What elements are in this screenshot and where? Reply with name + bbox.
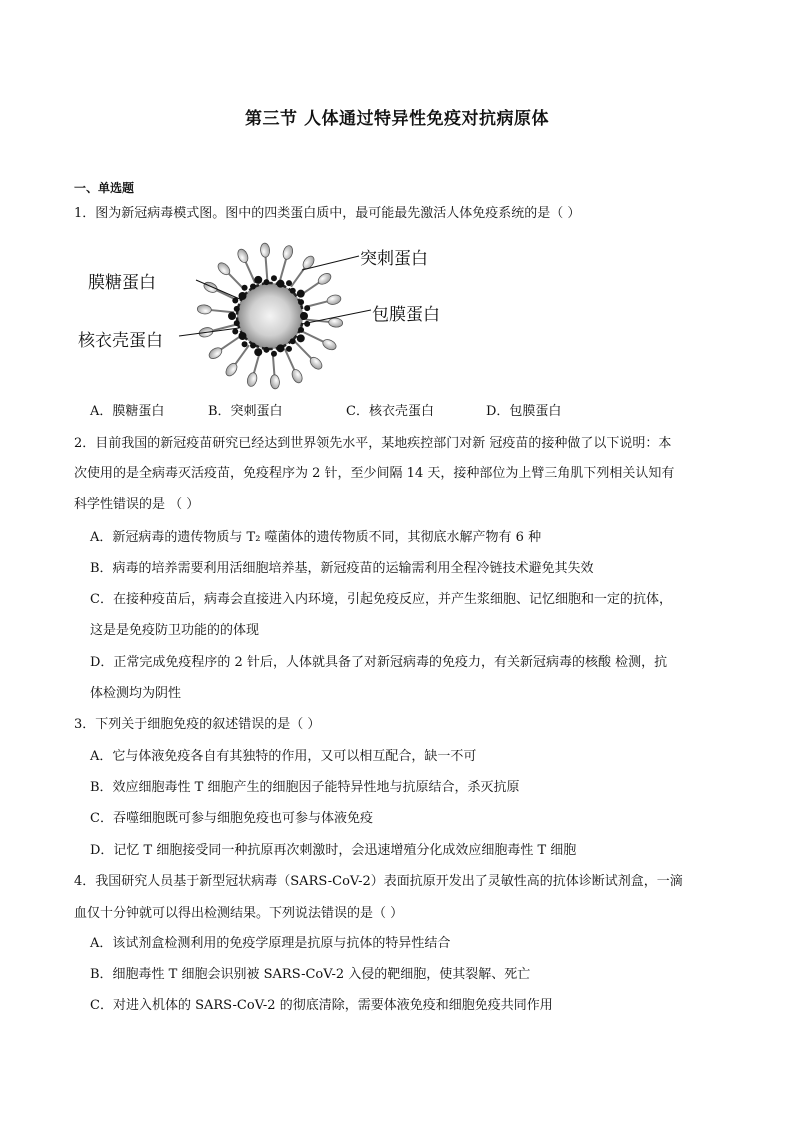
spike-stalk [219, 336, 240, 351]
question-2-option-b: B．病毒的培养需要利用活细胞培养基，新冠疫苗的运输需利用全程冷链技术避免其失效 [90, 561, 594, 576]
label-envelope-protein: 包膜蛋白 [372, 305, 440, 325]
surface-protein-dot [250, 342, 256, 348]
question-4-option-b: B．细胞毒性 T 细胞会识别被 SARS-CoV-2 入侵的靶细胞，使其裂解、死亡 [90, 967, 531, 982]
surface-protein-dot [234, 320, 240, 326]
spike-tip [197, 304, 212, 314]
spike-tip [290, 368, 304, 384]
spike-tip [316, 271, 333, 286]
question-3-option-b: B．效应细胞毒性 T 细胞产生的细胞因子能特异性地与抗原结合，杀灭抗原 [90, 780, 520, 795]
surface-protein-dot [298, 299, 304, 305]
spike-stalk [245, 259, 256, 283]
question-1-option-d: D．包膜蛋白 [486, 404, 562, 419]
question-2-option-c-line-2: 这是是免疫防卫功能的的体现 [90, 623, 260, 638]
surface-protein-dot [254, 348, 262, 356]
surface-protein-dot [254, 276, 262, 284]
surface-protein-dot [232, 328, 238, 334]
question-2-option-d-line-1: D．正常完成免疫程序的 2 针后，人体就具备了对新冠病毒的免疫力，有关新冠病毒的核酸 检测，抗 [90, 655, 668, 670]
spike-tip [326, 294, 342, 306]
surface-protein-dot [304, 305, 310, 311]
surface-protein-dot [238, 332, 246, 340]
question-1-option-c: C．核衣壳蛋白 [346, 404, 434, 419]
spike-stalk [208, 310, 234, 313]
spike-tip [328, 317, 343, 327]
surface-protein-dot [228, 312, 236, 320]
spike-tip [207, 346, 224, 361]
spike-tip [270, 375, 280, 390]
surface-protein-dot [298, 327, 304, 333]
spike-tip [202, 280, 219, 294]
surface-protein-dot [290, 338, 296, 344]
surface-protein-dot [242, 341, 248, 347]
question-3-option-a: A．它与体液免疫各自有其独特的作用，又可以相互配合，缺一不可 [90, 749, 477, 764]
surface-protein-dot [234, 306, 240, 312]
label-membrane-glycoprotein: 膜糖蛋白 [88, 273, 156, 293]
surface-protein-dot [297, 290, 305, 298]
question-2-stem-line-1: 2．目前我国的新冠疫苗研究已经达到世界领先水平，某地疾控部门对新 冠疫苗的接种做了以下说明：本 [74, 436, 672, 451]
spike-tip [246, 372, 258, 388]
spike-stalk [291, 266, 306, 287]
spike-stalk [280, 256, 287, 281]
question-1-option-a: A．膜糖蛋白 [90, 404, 165, 419]
surface-protein-dot [250, 284, 256, 290]
question-2-stem-line-2: 次使用的是全病毒灭活疫苗，免疫程序为 2 针，至少间隔 14 天，接种部位为上臂三角肌下列相关认知有 [74, 466, 675, 481]
surface-protein-dot [263, 347, 269, 353]
surface-protein-dot [286, 346, 292, 352]
question-4-stem-line-2: 血仅十分钟就可以得出检测结果。下列说法错误的是（ ） [74, 906, 404, 921]
spike-stalk [295, 342, 313, 361]
question-2-stem-line-3: 科学性错误的是 （ ） [74, 497, 200, 512]
surface-protein-dot [290, 288, 296, 294]
surface-protein-dot [277, 344, 285, 352]
surface-protein-dot [277, 280, 285, 288]
question-4-option-c: C．对进入机体的 SARS-CoV-2 的彻底清除，需要体液免疫和细胞免疫共同作用 [90, 998, 553, 1013]
surface-protein-dot [286, 280, 292, 286]
spike-stalk [234, 345, 249, 366]
spike-stalk [302, 332, 325, 343]
spike-tip [260, 243, 270, 258]
surface-protein-dot [304, 321, 310, 327]
question-4-option-a: A．该试剂盒检测利用的免疫学原理是抗原与抗体的特异性结合 [90, 936, 451, 951]
question-3-option-c: C．吞噬细胞既可参与细胞免疫也可参与体液免疫 [90, 811, 373, 826]
surface-protein-dot [271, 351, 277, 357]
spike-stalk [285, 349, 296, 373]
label-spike-protein: 突刺蛋白 [360, 249, 428, 269]
question-3-option-d: D．记忆 T 细胞接受同一种抗原再次刺激时，会迅速增殖分化成效应细胞毒性 T 细胞 [90, 843, 577, 858]
spike-tip [224, 361, 239, 378]
surface-protein-dot [263, 279, 269, 285]
question-2-option-a: A．新冠病毒的遗传物质与 T₂ 噬菌体的遗传物质不同，其彻底水解产物有 6 种 [90, 530, 542, 545]
spike-stalk [265, 254, 267, 280]
label-nucleocapsid-protein: 核衣壳蛋白 [78, 331, 163, 351]
spike-tip [321, 338, 338, 352]
surface-protein-dot [242, 285, 248, 291]
question-1-stem: 1．图为新冠病毒模式图。图中的四类蛋白质中，最可能最先激活人体免疫系统的是（ ） [74, 206, 581, 221]
question-2-option-c-line-1: C．在接种疫苗后，病毒会直接进入内环境，引起免疫反应，并产生浆细胞、记忆细胞和一定的抗体， [90, 592, 672, 607]
section-heading: 一、单选题 [74, 181, 135, 195]
surface-protein-dot [271, 275, 277, 281]
virus-diagram [74, 236, 464, 396]
question-1-option-b: B．突刺蛋白 [208, 404, 283, 419]
page-title: 第三节 人体通过特异性免疫对抗病原体 [245, 109, 549, 129]
spike-tip [282, 245, 294, 261]
surface-protein-dot [300, 312, 308, 320]
spike-tip [236, 248, 250, 264]
question-3-stem: 3．下列关于细胞免疫的叙述错误的是（ ） [74, 717, 321, 732]
question-2-option-d-line-2: 体检测均为阴性 [90, 686, 182, 701]
surface-protein-dot [297, 334, 305, 342]
question-4-stem-line-1: 4．我国研究人员基于新型冠状病毒（SARS-CoV-2）表面抗原开发出了灵敏性高的抗体诊断试剂盒，一滴 [74, 874, 683, 889]
